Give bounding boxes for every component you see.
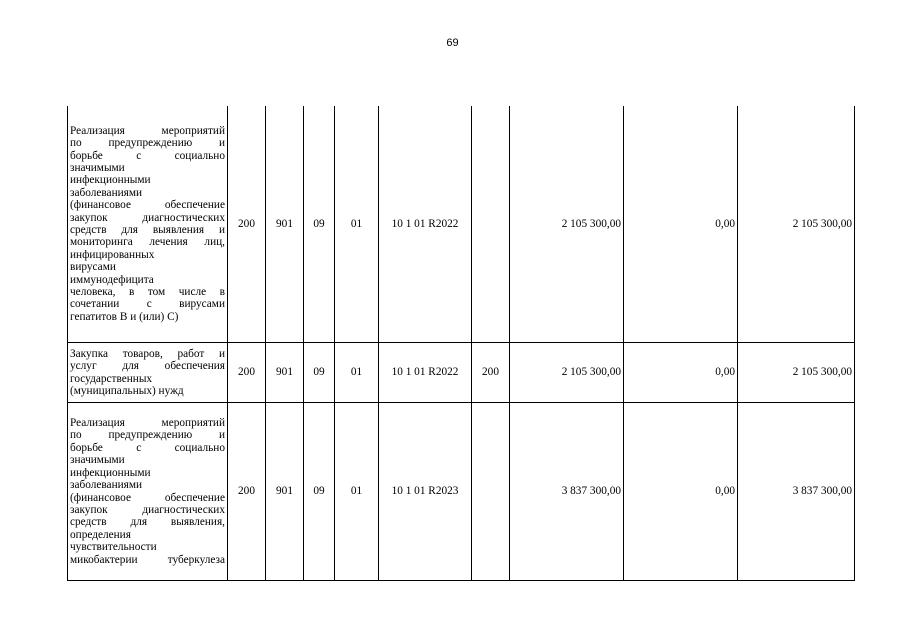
amount-1-cell: 3 837 300,00 [510, 403, 624, 581]
table-row [68, 403, 855, 581]
subsection-cell: 01 [335, 343, 379, 403]
budget-table [67, 106, 855, 581]
row-description: Закупка товаров, работ и услуг для обеспечения государственных (муниципальных) нужд [68, 343, 228, 403]
amount-2-cell: 0,00 [624, 106, 738, 343]
table-row [68, 343, 855, 403]
ministry-cell: 901 [266, 343, 304, 403]
subsection-cell: 01 [335, 106, 379, 343]
section-cell: 09 [304, 106, 335, 343]
section-cell: 09 [304, 403, 335, 581]
target-article-cell: 10 1 01 R2022 [379, 343, 472, 403]
page-number: 69 [446, 37, 459, 49]
subsection-cell: 01 [335, 403, 379, 581]
expense-type-cell: 200 [472, 343, 510, 403]
ministry-cell: 901 [266, 403, 304, 581]
row-description: Реализация мероприятий по предупреждению и борьбе с социально значимыми инфекционными заболеваниями (финансовое обеспечение закупок диагностических средств для выявления, определения чувствительности микобактерии туберкулеза [68, 403, 228, 581]
target-article-cell: 10 1 01 R2023 [379, 403, 472, 581]
code-cell: 200 [228, 106, 266, 343]
code-cell: 200 [228, 343, 266, 403]
row-description: Реализация мероприятий по предупреждению и борьбе с социально значимыми инфекционными заболеваниями (финансовое обеспечение закупок диагностических средств для выявления и мониторинга лечения лиц, инфицированных вирусами иммунодефицита человека, в том числе в сочетании с вирусами гепатитов В и (или) С) [68, 106, 228, 343]
target-article-cell: 10 1 01 R2022 [379, 106, 472, 343]
expense-type-cell [472, 403, 510, 581]
table-row [68, 106, 855, 343]
amount-2-cell: 0,00 [624, 343, 738, 403]
amount-3-cell: 2 105 300,00 [738, 106, 855, 343]
ministry-cell: 901 [266, 106, 304, 343]
amount-1-cell: 2 105 300,00 [510, 106, 624, 343]
expense-type-cell [472, 106, 510, 343]
code-cell: 200 [228, 403, 266, 581]
section-cell: 09 [304, 343, 335, 403]
amount-1-cell: 2 105 300,00 [510, 343, 624, 403]
amount-3-cell: 2 105 300,00 [738, 343, 855, 403]
amount-2-cell: 0,00 [624, 403, 738, 581]
amount-3-cell: 3 837 300,00 [738, 403, 855, 581]
